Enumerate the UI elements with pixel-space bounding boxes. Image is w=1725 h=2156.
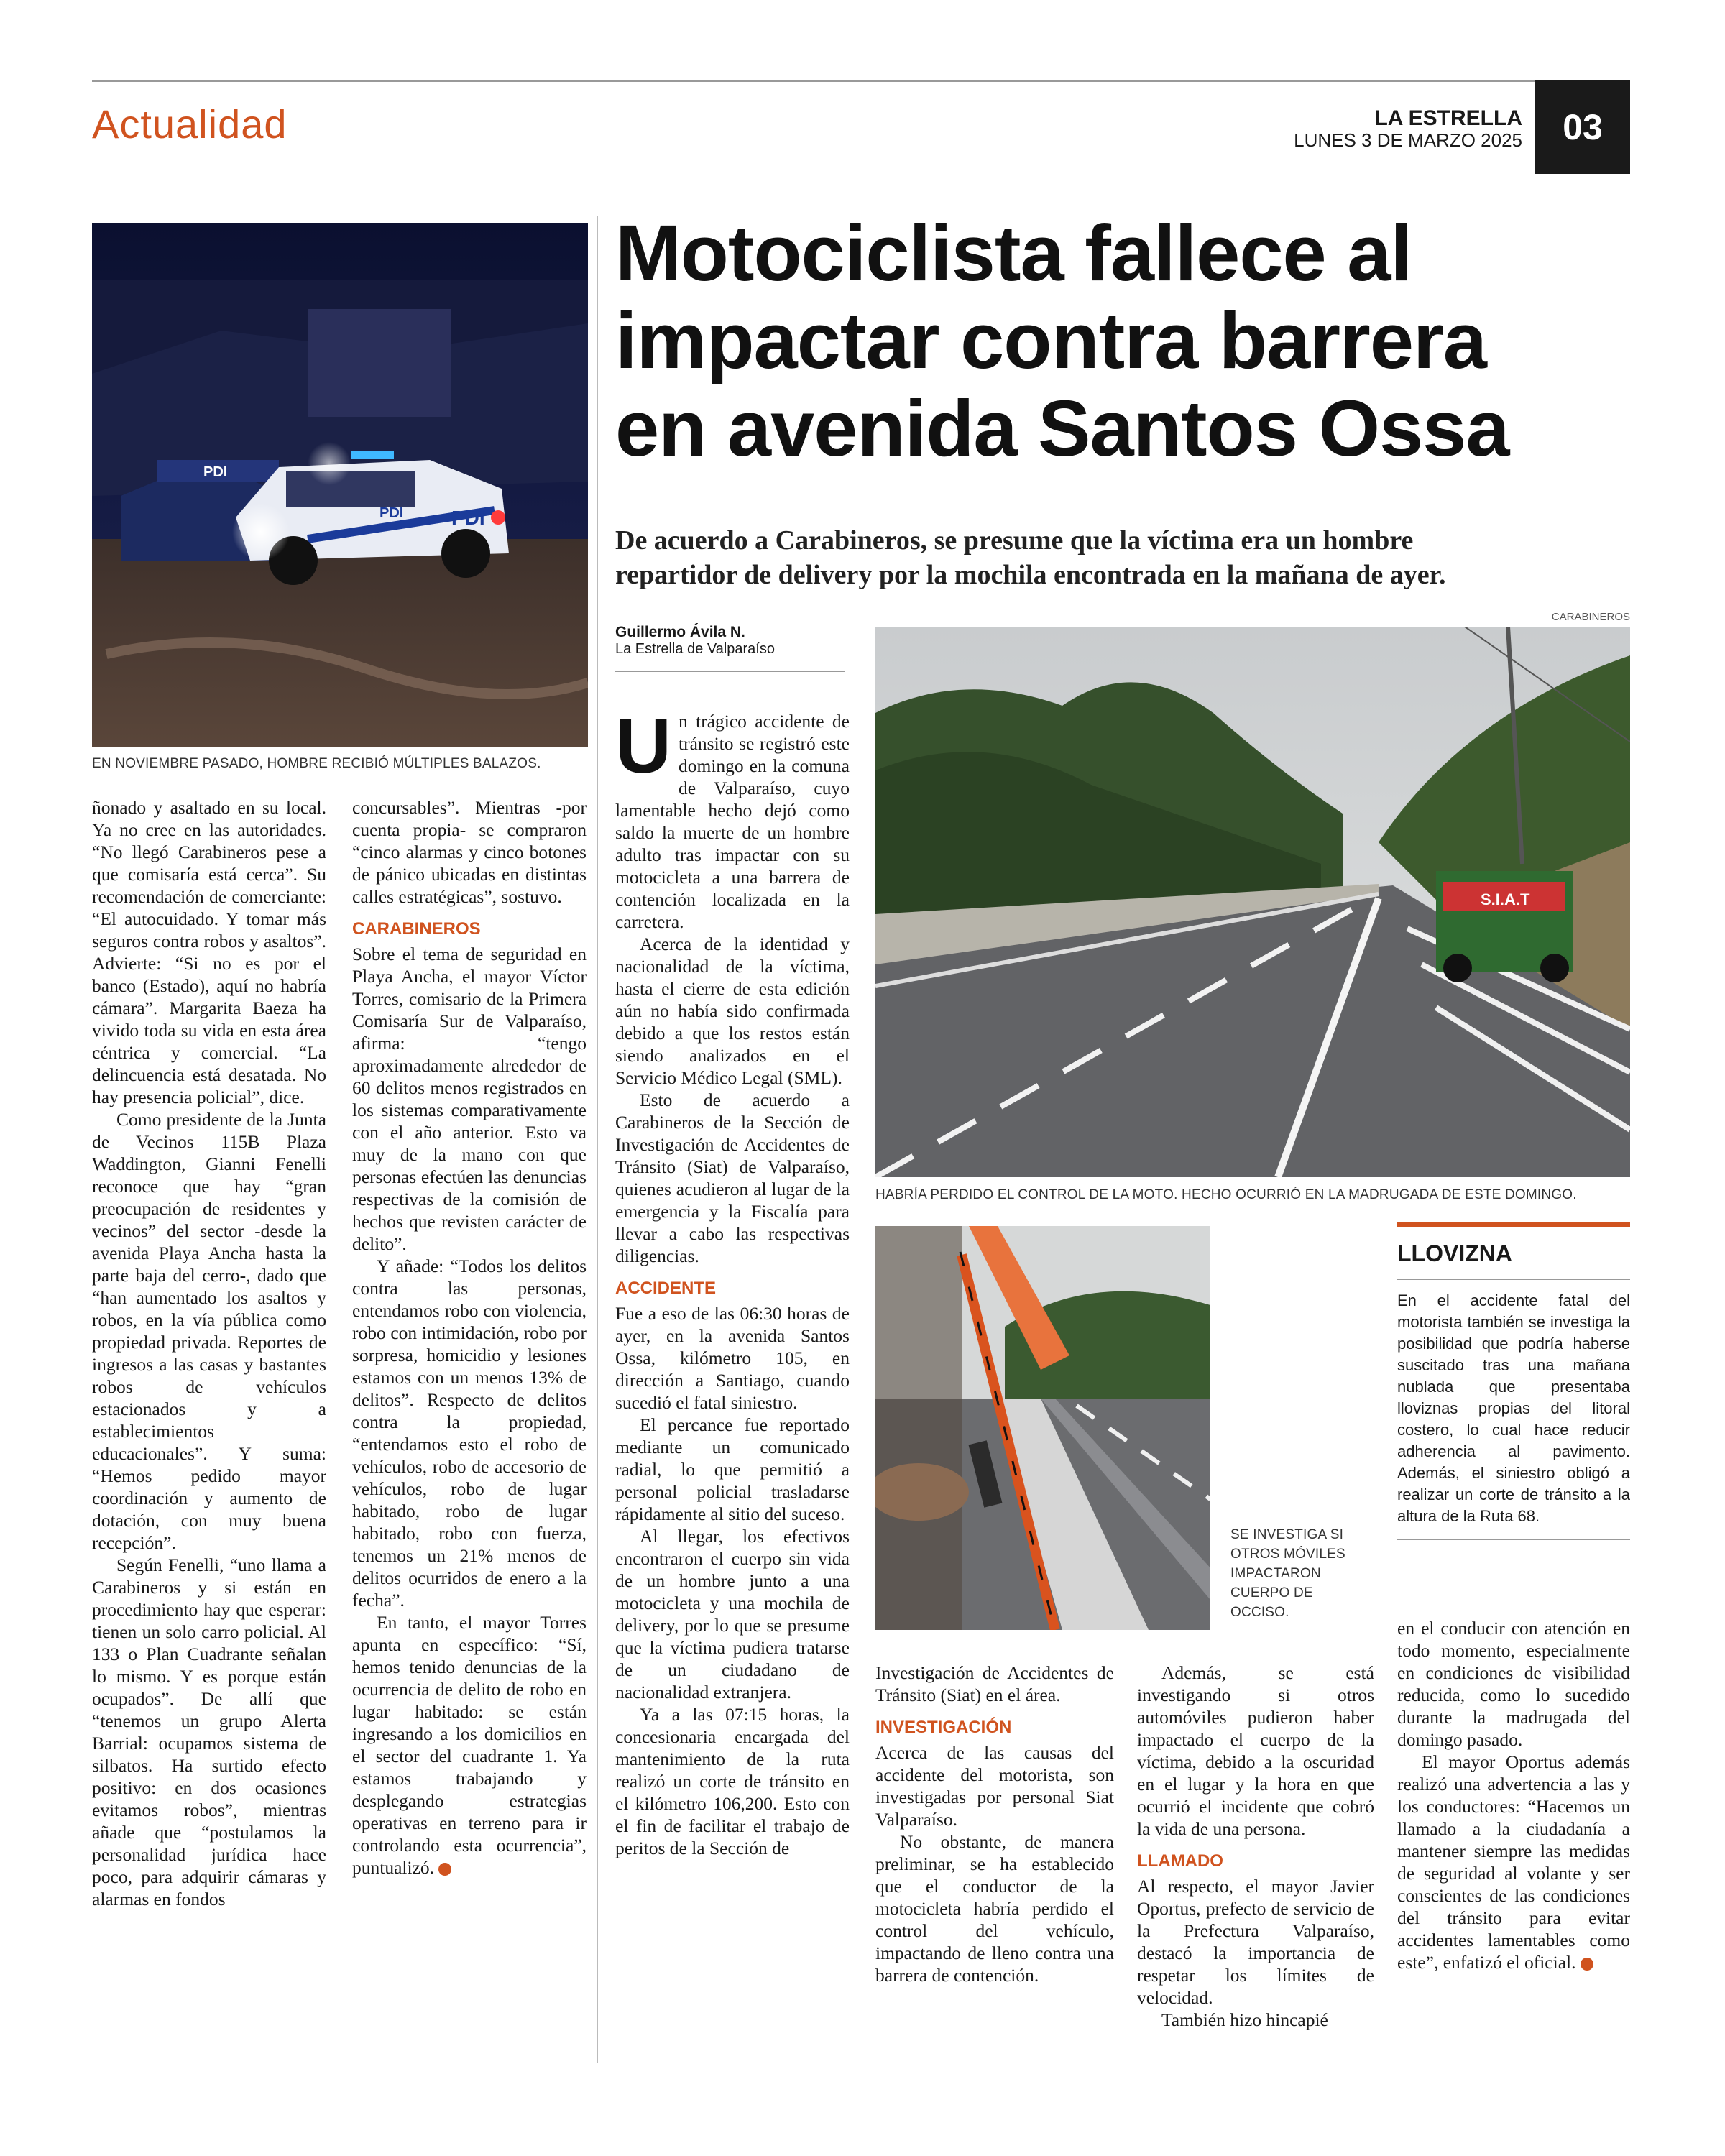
article-p15-text: El mayor Oportus además realizó una advertencia a las y los conductores: “Hacemos un llamado a la ciudadanía a mantener siempre las medidas de seguridad al volante y ser conscientes de las condiciones del tránsito para evitar accidentes lamentables como este”, enfatizó el oficial. — [1397, 1751, 1630, 1973]
small-photo-caption — [1230, 1525, 1360, 1622]
article-p4: Fue a eso de las 06:30 horas de ayer, en la avenida Santos Ossa, kilómetro 105, en dirección a Santiago, cuando sucedió el fatal siniestro. — [615, 1303, 850, 1413]
sidebar-bottom-rule — [1397, 1539, 1630, 1540]
author-outlet: La Estrella de Valparaíso — [615, 641, 775, 657]
subhead-investigacion: INVESTIGACIÓN — [875, 1718, 1012, 1737]
sidebar-title: LLOVIZNA — [1397, 1240, 1512, 1266]
main-col-4 — [1397, 1617, 1630, 1973]
headline — [615, 210, 1629, 473]
left-c2-p2: Sobre el tema de seguridad en Playa Ancha, el mayor Víctor Torres, comisario de la Primera Comisaría Sur de Valparaíso, afirma: “tengo aproximadamente alrededor de 60 delitos menos registrados en los sistemas comparativamente con el año anterior. Esto va muy de la mano con que personas efectúen las denuncias respectivas de la comisión de hechos que revisten carácter de delito”. — [352, 944, 586, 1254]
left-article-col-2 — [352, 796, 586, 1879]
lead-text: n trágico accidente de tránsito se registró este domingo en la comuna de Valparaíso, cuyo lamentable hecho dejó como saldo la muerte de un hombre adulto tras impactar con su motocicleta a una barrera de contención localizada en la carretera. — [615, 711, 850, 932]
headline-line-1: Motociclista fallece al — [615, 209, 1412, 298]
small-photo — [875, 1226, 1210, 1630]
left-c2-p4 — [352, 1611, 586, 1879]
sidebar-box — [1397, 1222, 1630, 1540]
column-divider — [597, 216, 598, 2063]
left-c2-subhead: CARABINEROS — [352, 919, 481, 939]
small-photo-graphic — [875, 1226, 1210, 1630]
small-photo-caption-text: SE INVESTIGA SI OTROS MÓVILES IMPACTARON CUERPO DE OCCISO. — [1230, 1527, 1346, 1620]
main-col-1 — [615, 702, 850, 1859]
tent-label: PDI — [203, 464, 228, 480]
subhead-llamado: LLAMADO — [1137, 1851, 1223, 1871]
page-number-box — [1535, 80, 1630, 174]
subhead-accidente: ACCIDENTE — [615, 1279, 717, 1298]
drop-cap: U — [615, 702, 671, 789]
road-photo-graphic — [875, 627, 1630, 1177]
article-p3: Esto de acuerdo a Carabineros de la Sección de Investigación de Accidentes de Tránsito (Siat) de Valparaíso, quienes acudieron al lugar de la emergencia y la Fiscalía para llevar a cabo las respectivas diligencias. — [615, 1089, 850, 1266]
article-p14: en el conducir con atención en todo momento, especialmente en condiciones de visibilidad reducida, como lo sucedido durante la madrugada del domingo pasado. — [1397, 1618, 1630, 1750]
sidebar-top-rule — [1397, 1222, 1630, 1227]
article-p8: Investigación de Accidentes de Tránsito (Siat) en el área. — [875, 1662, 1114, 1705]
suv-label: PDI — [451, 507, 485, 529]
article-p15 — [1397, 1751, 1630, 1973]
pdi-photo — [92, 223, 588, 747]
deck-line-2: repartidor de delivery por la mochila encontrada en la mañana de ayer. — [615, 560, 1446, 590]
end-mark-icon — [1581, 1958, 1593, 1971]
end-mark-icon — [438, 1863, 451, 1876]
author-name: Guillermo Ávila N. — [615, 624, 745, 640]
section-label: Actualidad — [92, 101, 288, 147]
article-p6: Al llegar, los efectivos encontraron el cuerpo sin vida de un hombre junto a una motocicleta y una mochila de delivery, por lo que se presume que la víctima pudiera tratarse de un ciudadano de nacionalidad extranjera. — [615, 1526, 850, 1703]
article-p5: El percance fue reportado mediante un comunicado radial, lo que permitió a personal policial trasladarse rápidamente al sitio del suceso. — [615, 1414, 850, 1524]
main-col-2 — [875, 1662, 1114, 1986]
left-c1-p1: ñonado y asaltado en su local. Ya no cree en las autoridades. “No llegó Carabineros pese a que comisaría está cerca”. Su recomendación de comerciante: “El autocuidado. Y tomar más seguros contra robos y asaltos”. Advierte: “Si no es por el banco (Estado), aquí no habría cámara”. Margarita Baeza ha vivido toda su vida en esta área céntrica y comercial. “La delincuencia está desatada. No hay presencia policial”, dice. — [92, 797, 326, 1107]
siat-truck-label: S.I.A.T — [1481, 890, 1530, 908]
article-p11: Además, se está investigando si otros automóviles pudieron haber impactado el cuerpo de la víctima, debido a la oscuridad en el lugar y la hora en que ocurrió el incidente que cobró la vida de una persona. — [1137, 1662, 1374, 1839]
deck-line-1: De acuerdo a Carabineros, se presume que la víctima era un hombre — [615, 525, 1414, 556]
left-c2-p1: concursables”. Mientras -por cuenta propia- se compraron “cinco alarmas y cinco botones de pánico ubicadas en distintas calles estratégicas”, sostuvo. — [352, 797, 586, 907]
road-photo — [875, 627, 1630, 1177]
road-photo-credit: CARABINEROS — [1551, 611, 1630, 623]
pdi-caption: EN NOVIEMBRE PASADO, HOMBRE RECIBIÓ MÚLTIPLES BALAZOS. — [92, 756, 541, 771]
suv-side-label: PDI — [380, 505, 404, 521]
article-p7: Ya a las 07:15 horas, la concesionaria encargada del mantenimiento de la ruta realizó un corte de tránsito en el kilómetro 106,200. Esto con el fin de facilitar el trabajo de peritos de la Sección de — [615, 1704, 850, 1858]
left-article-col-1 — [92, 796, 326, 1910]
article-p10: No obstante, de manera preliminar, se ha establecido que el conductor de la motocicleta habría perdido el control del vehículo, impactando de lleno contra una barrera de contención. — [875, 1831, 1114, 1986]
road-photo-caption: HABRÍA PERDIDO EL CONTROL DE LA MOTO. HECHO OCURRIÓ EN LA MADRUGADA DE ESTE DOMINGO. — [875, 1187, 1577, 1202]
deck — [615, 523, 1629, 592]
headline-line-3: en avenida Santos Ossa — [615, 384, 1509, 473]
byline — [615, 624, 845, 672]
lead-paragraph — [615, 702, 850, 933]
header-rule — [92, 80, 1630, 82]
article-p13: También hizo hincapié — [1162, 2009, 1328, 2030]
left-c2-p3: Y añade: “Todos los delitos contra las personas, entendamos robo con violencia, robo con intimidación, robo por sorpresa, homicidio y lesiones estamos con un menos 13% de delitos”. Respecto de delitos contra la propiedad, “entendamos esto el robo de vehículos, robo de accesorio de vehículos, robo de lugar habitado, robo de lugar habitado, robo con fuerza, tenemos un 21% menos de delitos ocurridos de enero a la fecha”. — [352, 1256, 586, 1611]
byline-rule — [615, 671, 845, 672]
article-p9: Acerca de las causas del accidente del motorista, son investigadas por personal Siat Valparaíso. — [875, 1742, 1114, 1830]
sidebar-text: En el accidente fatal del motorista también se investiga la posibilidad que podría haberse suscitado tras una mañana nublada que presentaba lloviznas propias del litoral costero, lo cual hace reducir adherencia al pavimento. Además, el siniestro obligó a realizar un corte de tránsito a la altura de la Ruta 68. — [1397, 1291, 1630, 1525]
pdi-photo-graphic — [92, 223, 588, 747]
headline-line-2: impactar contra barrera — [615, 297, 1486, 385]
article-p2: Acerca de la identidad y nacionalidad de la víctima, hasta el cierre de esta edición aún no había sido confirmada debido a que los restos están siendo analizados en el Servicio Médico Legal (SML). — [615, 934, 850, 1088]
main-col-3 — [1137, 1662, 1374, 2031]
page-number: 03 — [1563, 107, 1603, 147]
sidebar-title-rule — [1397, 1279, 1630, 1280]
publication-date: LUNES 3 DE MARZO 2025 — [1294, 129, 1522, 151]
publication-name: LA ESTRELLA — [1374, 106, 1522, 130]
left-c2-p4-text: En tanto, el mayor Torres apunta en específico: “Sí, hemos tenido denuncias de la ocurrencia de delito de robo en lugar habitado: se están ingresando a los domicilios en el sector del cuadrante 1. Ya estamos trabajando y desplegando estrategias operativas en terreno para ir controlando esta ocurrencia”, puntualizó. — [352, 1612, 586, 1878]
article-p12: Al respecto, el mayor Javier Oportus, prefecto de servicio de la Prefectura Valparaíso, destacó la importancia de respetar los límites de velocidad. — [1137, 1876, 1374, 2008]
left-c1-p3: Según Fenelli, “uno llama a Carabineros y si están en procedimiento hay que esperar: tienen un solo carro policial. Al 133 o Plan Cuadrante señalan lo mismo. Y es porque están ocupados”. De allí que “tenemos un grupo Alerta Barrial: ocupamos sistema de silbatos. Ha surtido efecto positivo: en dos ocasiones evitamos robos”, mientras añade que “postulamos la personalidad jurídica hace poco, para adquirir cámaras y alarmas en fondos — [92, 1554, 326, 1909]
left-c1-p2: Como presidente de la Junta de Vecinos 115B Plaza Waddington, Gianni Fenelli reconoce que hay “gran preocupación de residentes y vecinos” del sector -desde la avenida Playa Ancha hasta la parte baja del cerro-, dado que “han aumentado los asaltos y robos, en la vía pública como propiedad privada. Reportes de ingresos a las casas y bastantes robos de vehículos estacionados y a establecimientos educacionales”. Y suma: “Hemos pedido mayor coordinación y aumento de dotación, con muy buena recepción”. — [92, 1109, 326, 1553]
